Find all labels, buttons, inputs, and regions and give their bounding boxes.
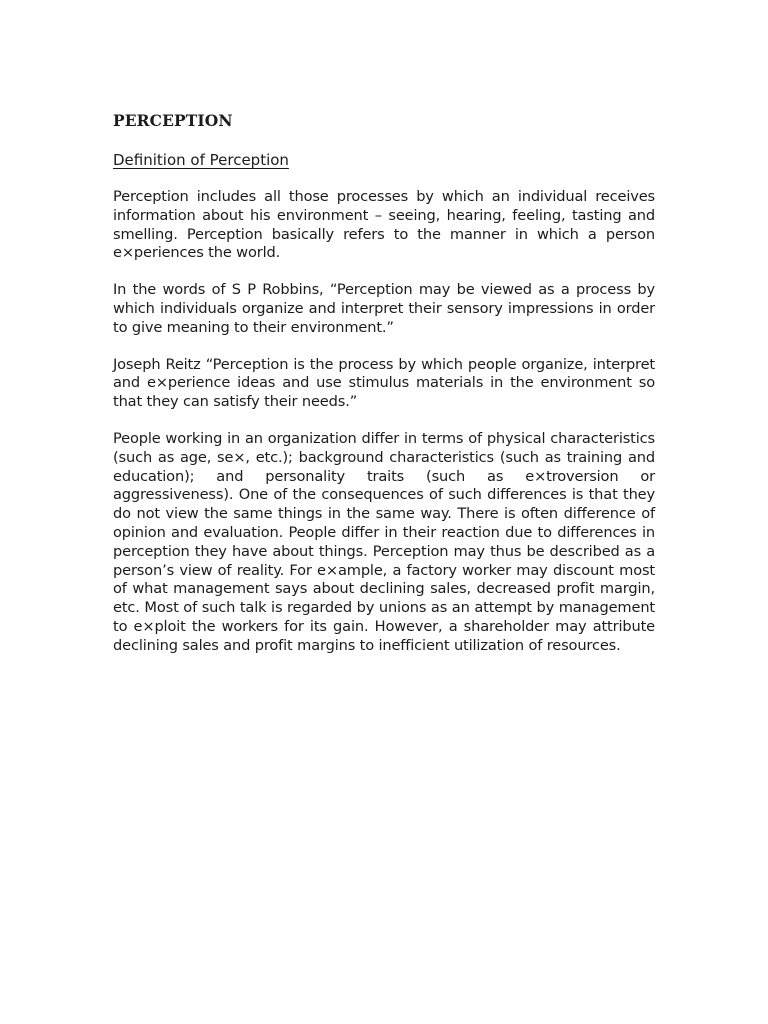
paragraph-definition: Perception includes all those processes by which an individual receives information about his environment – seeing, hearing, feeling, tasting and smelling. Perception basically refers to the manner in which a person e×periences the world.	[113, 188, 655, 262]
document-body	[113, 108, 655, 674]
paragraph-reitz-quote: Joseph Reitz “Perception is the process by which people organize, interpret and e×perience ideas and use stimulus materials in the environment so that they can satisfy their needs.”	[113, 355, 655, 411]
paragraph-differences: People working in an organization differ in terms of physical characteristics (such as age, se×, etc.); background characteristics (such as training and education); and personality traits (such as e×troversion or aggressiveness). One of the consequences of such differences is that they do not view the same things in the same way. There is often difference of opinion and evaluation. People differ in their reaction due to differences in perception they have about things. Perception may thus be described as a person’s view of reality. For e×ample, a factory worker may discount most of what management says about declining sales, decreased profit margin, etc. Most of such talk is regarded by unions as an attempt by management to e×ploit the workers for its gain. However, a shareholder may attribute declining sales and profit margins to inefficient utilization of resources.	[113, 429, 655, 654]
section-heading: Definition of Perception	[113, 151, 289, 169]
paragraph-robbins-quote: In the words of S P Robbins, “Perception may be viewed as a process by which individuals organize and interpret their sensory impressions in order to give meaning to their environment.”	[113, 281, 655, 336]
document-title: PERCEPTION	[113, 111, 233, 130]
